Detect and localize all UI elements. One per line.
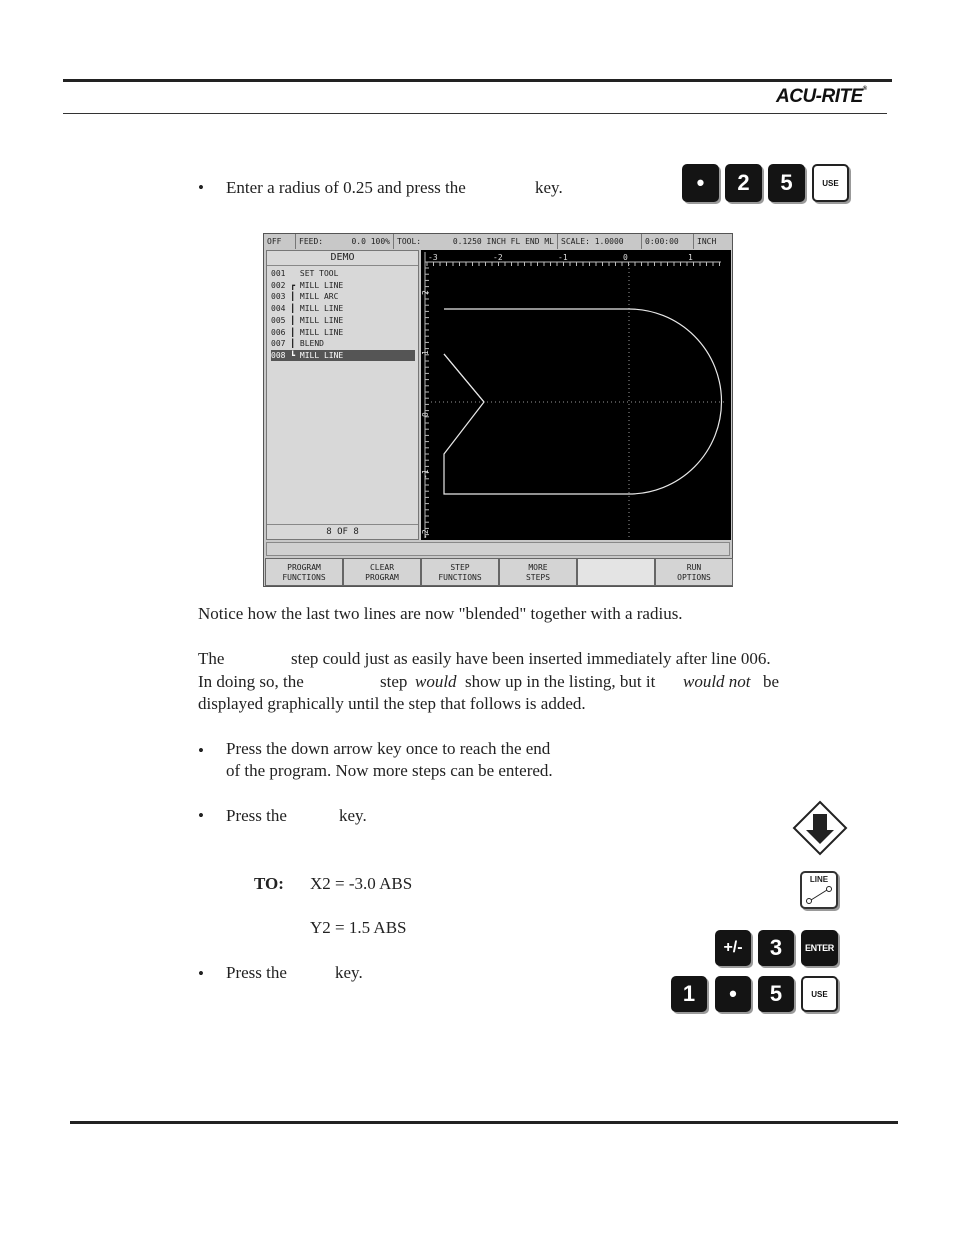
paragraph-line-2c: would [415, 672, 457, 691]
x2-value: X2 = -3.0 ABS [310, 874, 413, 893]
bullet: • [198, 806, 204, 825]
softkey-blank[interactable] [577, 558, 655, 586]
softkey-more[interactable]: MORE STEPS [499, 558, 577, 586]
x-tick-label: 1 [688, 253, 693, 262]
key-3[interactable]: 3 [758, 930, 794, 966]
key-1[interactable]: 1 [671, 976, 707, 1012]
plus-minus-key[interactable]: +/- [715, 930, 751, 966]
header-rule-thin [63, 113, 887, 114]
toolpath-svg [421, 250, 731, 540]
y-tick-label: -1 [421, 469, 430, 479]
press-line-instruction-end: key. [339, 806, 367, 825]
paragraph-line-2b: step [380, 672, 408, 691]
status-feed-label: FEED: [299, 237, 324, 246]
use-key[interactable]: USE [812, 164, 849, 202]
program-step-row[interactable]: 008 ┗ MILL LINE [271, 350, 415, 361]
program-step-row[interactable]: 001 SET TOOL [271, 269, 339, 278]
y2-value: Y2 = 1.5 ABS [310, 918, 407, 937]
softkey-clear[interactable]: CLEAR PROGRAM [343, 558, 421, 586]
x-tick-label: -3 [428, 253, 438, 262]
decimal-key[interactable]: • [682, 164, 719, 202]
program-name: DEMO [267, 251, 418, 266]
blend-segment [444, 354, 484, 402]
y-tick-label: -2 [421, 529, 430, 539]
paragraph-line-2a: In doing so, the [198, 672, 304, 691]
key-2[interactable]: 2 [725, 164, 762, 202]
x-tick-label: -1 [558, 253, 568, 262]
program-step-row[interactable]: 007 ┃ BLEND [271, 339, 324, 349]
paragraph-line-2e: would not [683, 672, 751, 691]
y-tick-label: 1 [421, 350, 430, 355]
press-use-instruction: Press the [226, 963, 287, 982]
down-arrow-key-icon[interactable] [792, 800, 848, 856]
toolpath-graph [421, 250, 731, 540]
y-tick-label: 2 [421, 290, 430, 295]
status-time: 0:00:00 [642, 234, 694, 249]
line-key-label: LINE [809, 875, 829, 884]
paragraph-line-2d: show up in the listing, but it [465, 672, 656, 691]
dro-screen [263, 233, 733, 587]
status-scale: SCALE: 1.0000 [558, 234, 642, 249]
softkey-run[interactable]: RUN OPTIONS [655, 558, 733, 586]
status-units: INCH [697, 237, 717, 246]
use-key[interactable]: USE [801, 976, 838, 1012]
down-arrow-instruction-1: Press the down arrow key once to reach the end [226, 739, 551, 758]
status-tool-value: 0.1250 INCH FL END ML [428, 234, 558, 249]
paragraph-line-1b: step could just as easily have been inserted immediately after line 006. [291, 649, 771, 668]
bullet: • [198, 741, 204, 760]
to-label: TO: [254, 874, 284, 893]
program-step-row[interactable]: 006 ┃ MILL LINE [271, 327, 344, 337]
press-line-instruction: Press the [226, 806, 287, 825]
bullet: • [198, 964, 204, 983]
program-step-row[interactable]: 005 ┃ MILL LINE [271, 315, 344, 325]
decimal-key[interactable]: • [715, 976, 751, 1012]
message-bar [266, 542, 730, 556]
footer-rule [70, 1121, 898, 1124]
notice-text: Notice how the last two lines are now "blended" together with a radius. [198, 604, 683, 623]
paragraph-line-2f: be [763, 672, 780, 691]
line-key-icon [802, 873, 836, 907]
key-5[interactable]: 5 [768, 164, 805, 202]
softkey-step[interactable]: STEP FUNCTIONS [421, 558, 499, 586]
paragraph-line-1a: The [198, 649, 225, 668]
header-rule [63, 79, 892, 82]
enter-key[interactable]: ENTER [801, 930, 838, 966]
program-step-row[interactable]: 003 ┃ MILL ARC [271, 292, 339, 302]
y-tick-label: 0 [421, 412, 430, 417]
paragraph-line-3: displayed graphically until the step that follows is added. [198, 694, 586, 713]
down-arrow-instruction-2: of the program. Now more steps can be entered. [226, 761, 553, 780]
program-list-panel [266, 250, 419, 540]
key-5[interactable]: 5 [758, 976, 794, 1012]
status-feed-value: 0.0 100% [330, 234, 394, 249]
line-key[interactable] [800, 871, 838, 909]
bullet: • [198, 178, 204, 197]
radius-instruction: Enter a radius of 0.25 and press the [226, 178, 466, 197]
step-count: 8 OF 8 [267, 524, 418, 539]
acu-rite-logo: ACU-RITE® [776, 86, 867, 107]
status-off: OFF [264, 234, 296, 249]
x-tick-label: -2 [493, 253, 503, 262]
radius-instruction-end: key. [535, 178, 563, 197]
press-use-instruction-end: key. [335, 963, 363, 982]
program-step-row[interactable]: 002 ┏ MILL LINE [271, 280, 344, 290]
status-tool-label: TOOL: [397, 237, 422, 246]
program-step-row[interactable]: 004 ┃ MILL LINE [271, 304, 344, 314]
softkey-program[interactable]: PROGRAM FUNCTIONS [265, 558, 343, 586]
x-tick-label: 0 [623, 253, 628, 262]
